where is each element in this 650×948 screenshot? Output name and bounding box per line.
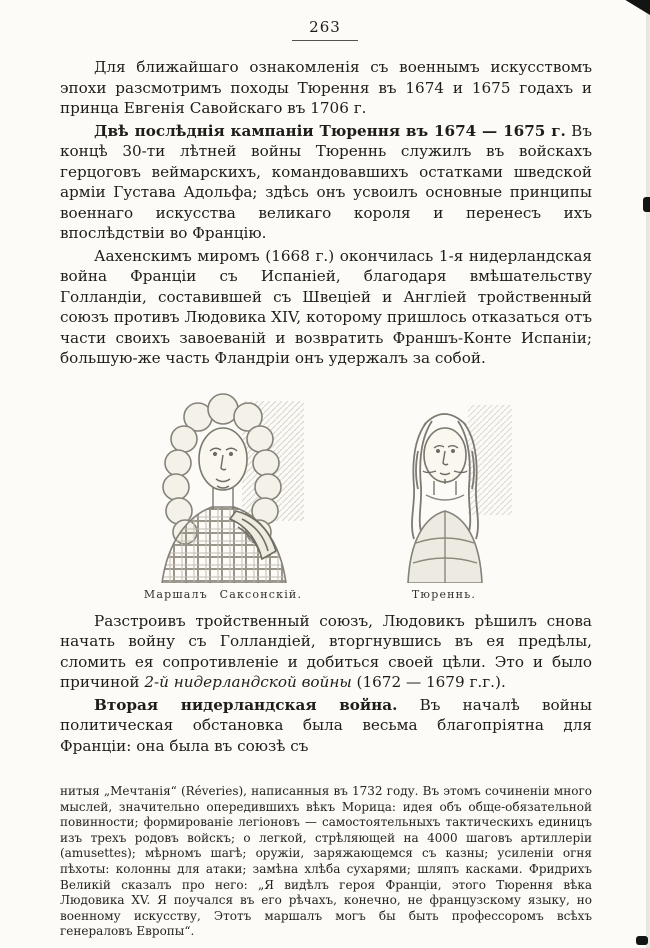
scan-artifact-bottom-right — [636, 936, 648, 945]
paragraph-campaigns-lead: Двѣ послѣднія кампаніи Тюрення въ 1674 — 1675 г. — [94, 121, 566, 140]
paragraph-campaigns-text: Въ концѣ 30-ти лѣтней войны Тюреннь служилъ въ войскахъ герцоговъ веймарскихъ, командовавшихъ остатками шведской арміи Густава Адольфа; здѣсь онъ усвоилъ основные принципы военнаго искусства великаго короля и перенесъ ихъ впослѣдствіи во Францію. — [60, 121, 592, 242]
portrait-marshal-saxe-image — [132, 383, 314, 583]
paragraph-second-war-lead: Вторая нидерландская война. — [94, 695, 398, 714]
paragraph-second-war-text: Въ началѣ войны политическая обстановка была весьма благопріятна для Франціи: она была въ союзѣ съ — [60, 695, 592, 755]
page-content — [0, 41, 650, 756]
paragraph-campaigns — [60, 121, 592, 244]
paragraph-aachen-text: Аахенскимъ миромъ (1668 г.) окончилась 1-я нидерландская война Франціи съ Испаніей, благодаря вмѣшательству Голландіи, составившей съ Швеціей и Англіей тройственный союзъ противъ Людовика XIV, которому пришлось отказаться отъ части своихъ завоеваній и возвратить Франшъ-Конте Испаніи; большую-же часть Фландріи онъ удержалъ за собой. — [60, 246, 592, 367]
page-number: 263 — [309, 18, 341, 36]
paragraph-second-war-cause — [60, 611, 592, 693]
paragraph-cause-post: (1672 — 1679 г.г.). — [351, 673, 506, 691]
footnote — [0, 758, 650, 940]
paragraph-intro — [60, 57, 592, 119]
portrait-turenne-image — [368, 391, 520, 583]
portrait-caption-left: Маршалъ Саксонскій. — [143, 587, 303, 601]
paragraph-second-war — [60, 695, 592, 757]
scan-edge-shadow — [646, 0, 650, 948]
portraits-figure — [60, 383, 592, 601]
portrait-caption-right: Тюреннь. — [411, 587, 477, 601]
footnote-text: нитыя „Мечтанія“ (Réveries), написанныя въ 1732 году. Въ этомъ сочиненіи много мыслей, значительно опередившихъ вѣкъ Морица: идея объ обще-обязательной повинности; формированіе легіоновъ — самостоятельныхъ тактическихъ единицъ изъ трехъ родовъ войскъ; о легкой, стрѣляющей на 4000 шаговъ артиллеріи (amusettes); мѣрномъ шагѣ; оружіи, заряжающемся съ казны; усиленіи огня пѣхоты: колонны для атаки; замѣна хлѣба сухарями; шляпъ касками. Фридрихъ Великій сказалъ про него: „Я видѣлъ героя Франціи, этого Тюрення вѣка Людовика XV. Я поучался въ его рѣчахъ, конечно, не французскому языку, но военному искусству, Этотъ маршалъ могъ бы быть профессоромъ всѣхъ генераловъ Европы“. — [60, 784, 592, 939]
portrait-right-block — [368, 391, 520, 601]
paragraph-cause-pre: Разстроивъ тройственный союзъ, Людовикъ рѣшилъ снова начать войну съ Голландіей, вторгнувшись въ ея предѣлы, сломить ея сопротивленіе и добиться своей цѣли. Это и было причиной — [60, 611, 592, 691]
page-header — [0, 0, 650, 41]
paragraph-aachen-peace — [60, 246, 592, 369]
scan-artifact-right-edge — [643, 197, 650, 212]
paragraph-intro-text: Для ближайшаго ознакомленія съ военнымъ искусствомъ эпохи разсмотримъ походы Тюрення въ 1674 и 1675 годахъ и принца Евгенія Савойскаго въ 1706 г. — [60, 58, 592, 117]
portrait-left-block — [132, 383, 314, 601]
paragraph-cause-emphasis: 2-й нидерландской войны — [144, 673, 352, 691]
